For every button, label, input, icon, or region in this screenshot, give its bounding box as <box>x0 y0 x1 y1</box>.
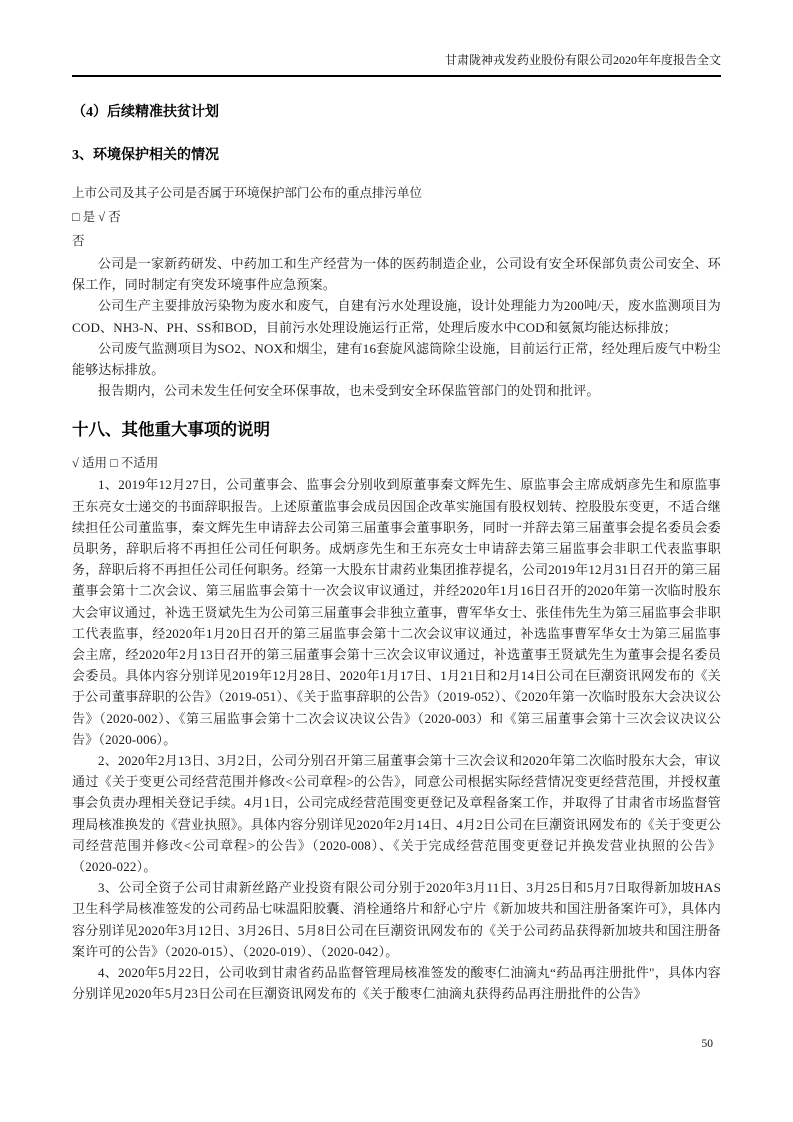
env-paragraph-no-accidents: 报告期内，公司未发生任何安全环保事故，也未受到安全环保监管部门的处罚和批评。 <box>98 383 600 399</box>
heading-followup-poverty-plan: （4）后续精准扶贫计划 <box>72 105 219 120</box>
env-paragraph-company-overview: 公司是一家新药研发、中药加工和生产经营为一体的医药制造企业，公司设有安全环保部负责公司安全、环保工作，同时制定有突发环境事件应急预案。 <box>72 256 721 293</box>
other-item-paragraph-4-drug-reregistration: 4、2020年5月22日，公司收到甘肃省药品监督管理局核准签发的酸枣仁油滴丸“药品再注册批件"，具体内容分别详见2020年5月23日公司在巨潮资讯网发布的《关于酸枣仁油滴丸获得药品再注册批件的公告》 <box>72 965 721 1002</box>
other-item-paragraph-2-business-scope-change: 2、2020年2月13日、3月2日，公司分别召开第三届董事会第十三次会议和2020年第二次临时股东大会，审议通过《关于变更公司经营范围并修改<公司章程>的公告》，同意公司根据实际经营情况变更经营范围，并授权董事会负责办理相关登记手续。4月1日，公司完成经营范围变更登记及章程备案工作，并取得了甘肃省市场监督管理局核准换发的《营业执照》。具体内容分别详见2020年2月14日、4月2日公司在巨潮资讯网发布的《关于变更公司经营范围并修改<公司章程>的公告》（2020-008）、《关于完成经营范围变更登记并换发营业执照的公告》（2020-022）。 <box>72 753 721 875</box>
env-answer-no: 否 <box>72 234 85 248</box>
env-paragraph-exhaust-gas: 公司废气监测项目为SO2、NOX和烟尘，建有16套旋风滤筒除尘设施，目前运行正常，经处理后废气中粉尘能够达标排放。 <box>72 340 721 378</box>
page-number: 50 <box>701 1038 713 1050</box>
heading-environment-protection: 3、环境保护相关的情况 <box>72 148 219 163</box>
heading-other-major-items: 十八、其他重大事项的说明 <box>72 420 270 440</box>
other-item-paragraph-3-singapore-registration: 3、公司全资子公司甘肃新丝路产业投资有限公司分别于2020年3月11日、3月25日和5月7日取得新加坡HAS卫生科学局核准签发的公司药品七味温阳胶囊、消栓通络片和舒心宁片《新加坡共和国注册备案许可》，具体内容分别详见2020年3月12日、3月26日、5月8日公司在巨潮资讯网发布的《关于公司药品获得新加坡共和国注册备案许可的公告》（2020-015）、（2020-019）、（2020-042）。 <box>72 880 721 959</box>
env-yes-no-checkbox-line: □ 是 √ 否 <box>72 210 121 224</box>
other-item-paragraph-1-resignations: 1、2019年12月27日，公司董事会、监事会分别收到原董事秦文辉先生、原监事会主席成炳彦先生和原监事王东亮女士递交的书面辞职报告。上述原董监事会成员因国企改革实施国有股权划转、控股股东变更，不适合继续担任公司董监事，秦文辉先生申请辞去公司第三届董事会董事职务，同时一并辞去第三届董事会提名委员会委员职务，辞职后将不再担任公司任何职务。成炳彦先生和王东亮女士申请辞去第三届监事会非职工代表监事职务，辞职后将不再担任公司任何职务。经第一大股东甘肃药业集团推荐提名，公司2019年12月31日召开的第三届董事会第十二次会议、第三届监事会第十一次会议审议通过，并经2020年1月16日召开的2020年第一次临时股东大会审议通过，补选王贤斌先生为公司第三届董事会非独立董事，曹军华女士、张佳伟先生为第三届监事会非职工代表监事，经2020年1月20日召开的第三届监事会第十二次会议审议通过，补选监事曹军华女士为第三届监事会主席，经2020年2月13日召开的第三届董事会第十三次会议审议通过，补选董事王贤斌先生为董事会提名委员会委员。具体内容分别详见2019年12月28日、2020年1月17日、1月21日和2月14日公司在巨潮资讯网发布的《关于公司董事辞职的公告》（2019-051）、《关于监事辞职的公告》（2019-052）、《2020年第一次临时股东大会决议公告》（2020-002）、《第三届监事会第十二次会议决议公告》（2020-003）和《第三届董事会第十三次会议决议公告》（2020-006）。 <box>72 477 721 747</box>
applicable-checkbox-line: √ 适用 □ 不适用 <box>72 456 159 471</box>
page-body <box>72 103 721 1005</box>
report-header-title: 甘肃陇神戎发药业股份有限公司2020年年度报告全文 <box>444 53 721 67</box>
env-key-pollutant-question: 上市公司及其子公司是否属于环境保护部门公布的重点排污单位 <box>72 186 423 200</box>
page-header <box>72 52 721 77</box>
env-paragraph-wastewater: 公司生产主要排放污染物为废水和废气，自建有污水处理设施，设计处理能力为200吨/天，废水监测项目为COD、NH3-N、PH、SS和BOD，目前污水处理设施运行正常，处理后废水中COD和氨氮均能达标排放； <box>72 298 721 335</box>
